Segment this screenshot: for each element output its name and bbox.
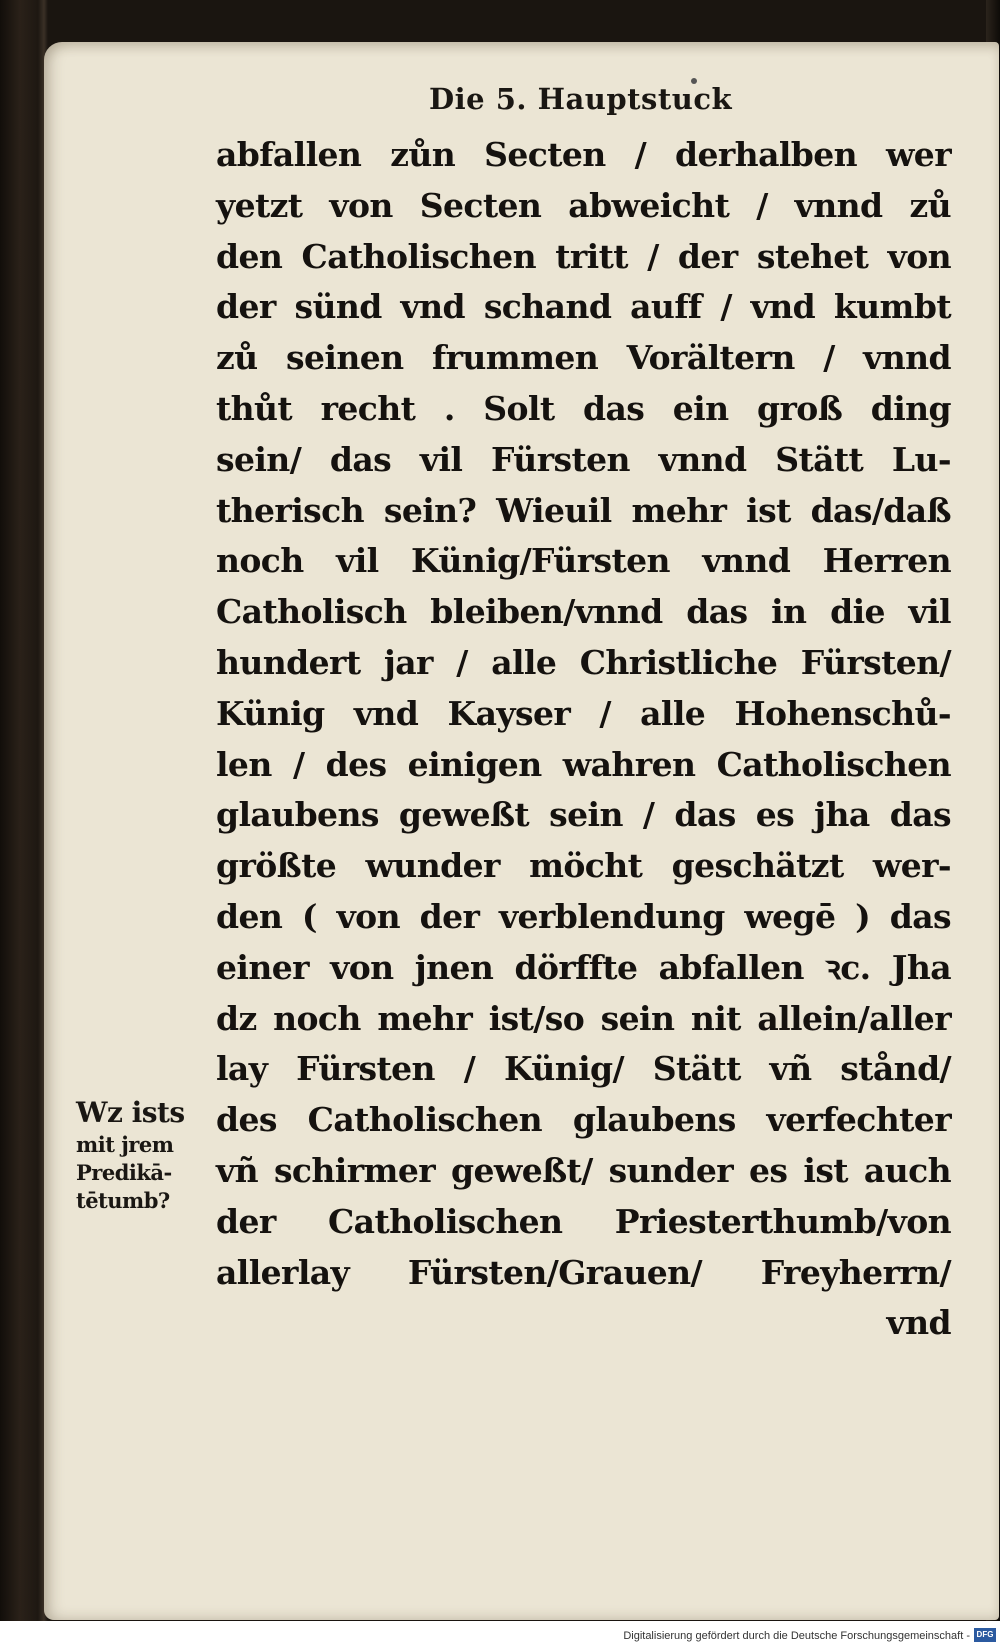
main-text-block (216, 130, 951, 1349)
text-line: des Catholischen glaubens verfechter (216, 1100, 951, 1140)
text-line: dz noch mehr ist/so sein nit allein/aller (216, 998, 951, 1038)
text-line: einer von jnen dörffte abfallen ꝛc. Jha (216, 947, 951, 987)
text-line: len / des einigen wahren Catholischen (216, 744, 951, 784)
marginal-note-line: Wz ists (76, 1096, 185, 1129)
text-line: hundert jar / alle Christliche Fürsten/ (216, 642, 951, 682)
text-line: der Catholischen Priesterthumb/von (216, 1201, 951, 1241)
marginal-note-line: mit jrem (76, 1132, 174, 1157)
text-line: den ( von der verblendung wegē ) das (216, 896, 951, 936)
text-line: der sünd vnd schand auff / vnd kumbt (216, 287, 951, 327)
dfg-logo: DFG (974, 1628, 996, 1642)
text-line: noch vil Künig/Fürsten vnnd Herren (216, 541, 951, 581)
text-line: sein/ das vil Fürsten vnnd Stätt Lu- (216, 439, 951, 479)
running-head: Die 5. Hauptstuck (429, 82, 733, 116)
text-line: Catholisch bleiben/vnnd das in die vil (216, 592, 951, 632)
text-line: lay Fürsten / Künig/ Stätt vñ stånd/ (216, 1049, 951, 1089)
digitization-footer (0, 1621, 1000, 1645)
text-line: vñ schirmer geweßt/ sunder es ist auch (216, 1150, 951, 1190)
text-line: yetzt von Secten abweicht / vnnd zů (216, 185, 951, 225)
book-page (44, 42, 999, 1620)
text-line: vnd (886, 1303, 951, 1343)
text-line: therisch sein? Wieuil mehr ist das/daß (216, 490, 951, 530)
text-line: abfallen zůn Secten / derhalben wer (216, 135, 951, 174)
text-line: allerlay Fürsten/Grauen/ Freyherrn/ (216, 1252, 951, 1292)
marginal-note (76, 1095, 216, 1215)
marginal-note-line: Predikā- (76, 1160, 172, 1185)
text-line: größte wunder möcht geschätzt wer- (216, 846, 951, 886)
footer-credit: Digitalisierung gefördert durch die Deutsche Forschungsgemeinschaft - (623, 1630, 970, 1642)
text-line: thůt recht . Solt das ein groß ding (216, 388, 951, 428)
marginal-note-line: tētumb? (76, 1188, 170, 1213)
text-line: zů seinen frummen Vorältern / vnnd (216, 338, 951, 378)
text-line: glaubens geweßt sein / das es jha das (216, 795, 951, 835)
text-line: Künig vnd Kayser / alle Hohenschů- (216, 693, 951, 733)
text-line: den Catholischen tritt / der stehet von (216, 236, 951, 276)
